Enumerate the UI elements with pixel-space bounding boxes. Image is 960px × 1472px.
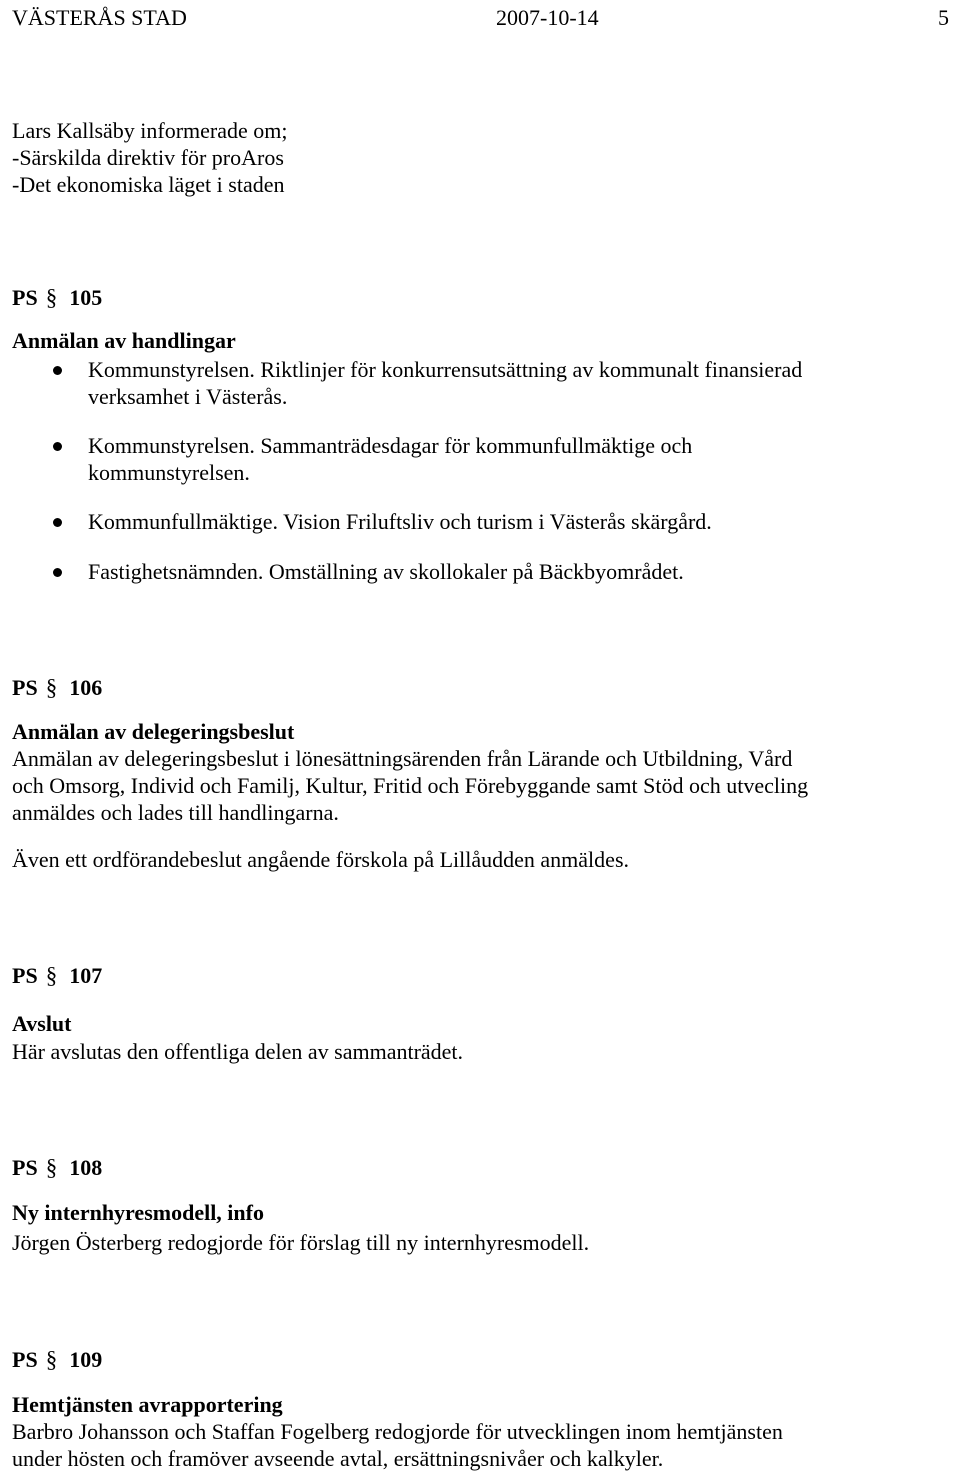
header-date: 2007-10-14 <box>496 5 599 30</box>
section-heading <box>12 1151 942 1183</box>
section-sign: § <box>45 1154 58 1180</box>
section-paragraph <box>12 1418 783 1472</box>
section-paragraph <box>12 745 808 826</box>
section-number: 105 <box>69 284 103 310</box>
intro-block <box>12 117 942 198</box>
section-ps106 <box>12 671 942 872</box>
section-prefix: PS <box>12 1346 38 1372</box>
section-ps109 <box>12 1343 942 1471</box>
section-prefix: PS <box>12 1154 38 1180</box>
section-ps107 <box>12 959 942 1064</box>
section-paragraph: Här avslutas den offentliga delen av sammanträdet. <box>12 1039 464 1064</box>
section-number: 109 <box>69 1346 103 1372</box>
section-heading <box>12 959 942 991</box>
bullet-icon <box>53 442 62 451</box>
bullet-icon <box>53 518 62 527</box>
bullet-icon <box>53 366 62 375</box>
section-title: Avslut <box>12 1011 72 1036</box>
section-number: 107 <box>69 962 103 988</box>
section-sign: § <box>45 674 58 700</box>
section-title: Anmälan av handlingar <box>12 328 236 353</box>
intro-line: -Det ekonomiska läget i staden <box>12 172 285 197</box>
section-sign: § <box>45 1346 58 1372</box>
paragraph-line: Barbro Johansson och Staffan Fogelberg redogjorde för utvecklingen inom hemtjänsten <box>12 1419 783 1444</box>
list-item-text: Fastighetsnämnden. Omställning av skollokaler på Bäckbyområdet. <box>88 559 684 584</box>
section-prefix: PS <box>12 962 38 988</box>
section-paragraph: Jörgen Österberg redogjorde för förslag till ny internhyresmodell. <box>12 1230 590 1255</box>
paragraph-line: och Omsorg, Individ och Familj, Kultur, Fritid och Förebyggande samt Stöd och utvecling <box>12 773 809 798</box>
list-item-text: Kommunstyrelsen. Sammanträdesdagar för kommunfullmäktige och <box>88 433 693 458</box>
section-sign: § <box>45 284 58 310</box>
header-organization: VÄSTERÅS STAD <box>12 5 187 30</box>
bullet-icon <box>53 568 62 577</box>
intro-line: Lars Kallsäby informerade om; <box>12 118 288 143</box>
section-sign: § <box>45 962 58 988</box>
section-paragraph: Även ett ordförandebeslut angående förskola på Lillåudden anmäldes. <box>12 847 629 872</box>
list-item-text: Kommunstyrelsen. Riktlinjer för konkurrensutsättning av kommunalt finansierad <box>88 357 803 382</box>
section-title: Anmälan av delegeringsbeslut <box>12 719 295 744</box>
intro-line: -Särskilda direktiv för proAros <box>12 145 284 170</box>
header-page-number: 5 <box>938 5 949 30</box>
section-number: 106 <box>69 674 103 700</box>
section-heading <box>12 1343 942 1375</box>
section-number: 108 <box>69 1154 103 1180</box>
section-heading <box>12 281 942 313</box>
list-item-text: kommunstyrelsen. <box>88 460 250 485</box>
paragraph-line: Anmälan av delegeringsbeslut i lönesättningsärenden från Lärande och Utbildning, Vård <box>12 746 793 771</box>
section-title: Ny internhyresmodell, info <box>12 1200 264 1225</box>
section-prefix: PS <box>12 674 38 700</box>
section-ps105 <box>12 281 942 584</box>
section-title: Hemtjänsten avrapportering <box>12 1392 283 1417</box>
list-item-text: Kommunfullmäktige. Vision Friluftsliv och turism i Västerås skärgård. <box>88 509 712 534</box>
paragraph-line: anmäldes och lades till handlingarna. <box>12 800 339 825</box>
paragraph-line: under hösten och framöver avseende avtal, ersättningsnivåer och kalkyler. <box>12 1446 664 1471</box>
section-heading <box>12 671 942 703</box>
section-ps108 <box>12 1151 942 1255</box>
list-item-text: verksamhet i Västerås. <box>88 384 288 409</box>
section-prefix: PS <box>12 284 38 310</box>
